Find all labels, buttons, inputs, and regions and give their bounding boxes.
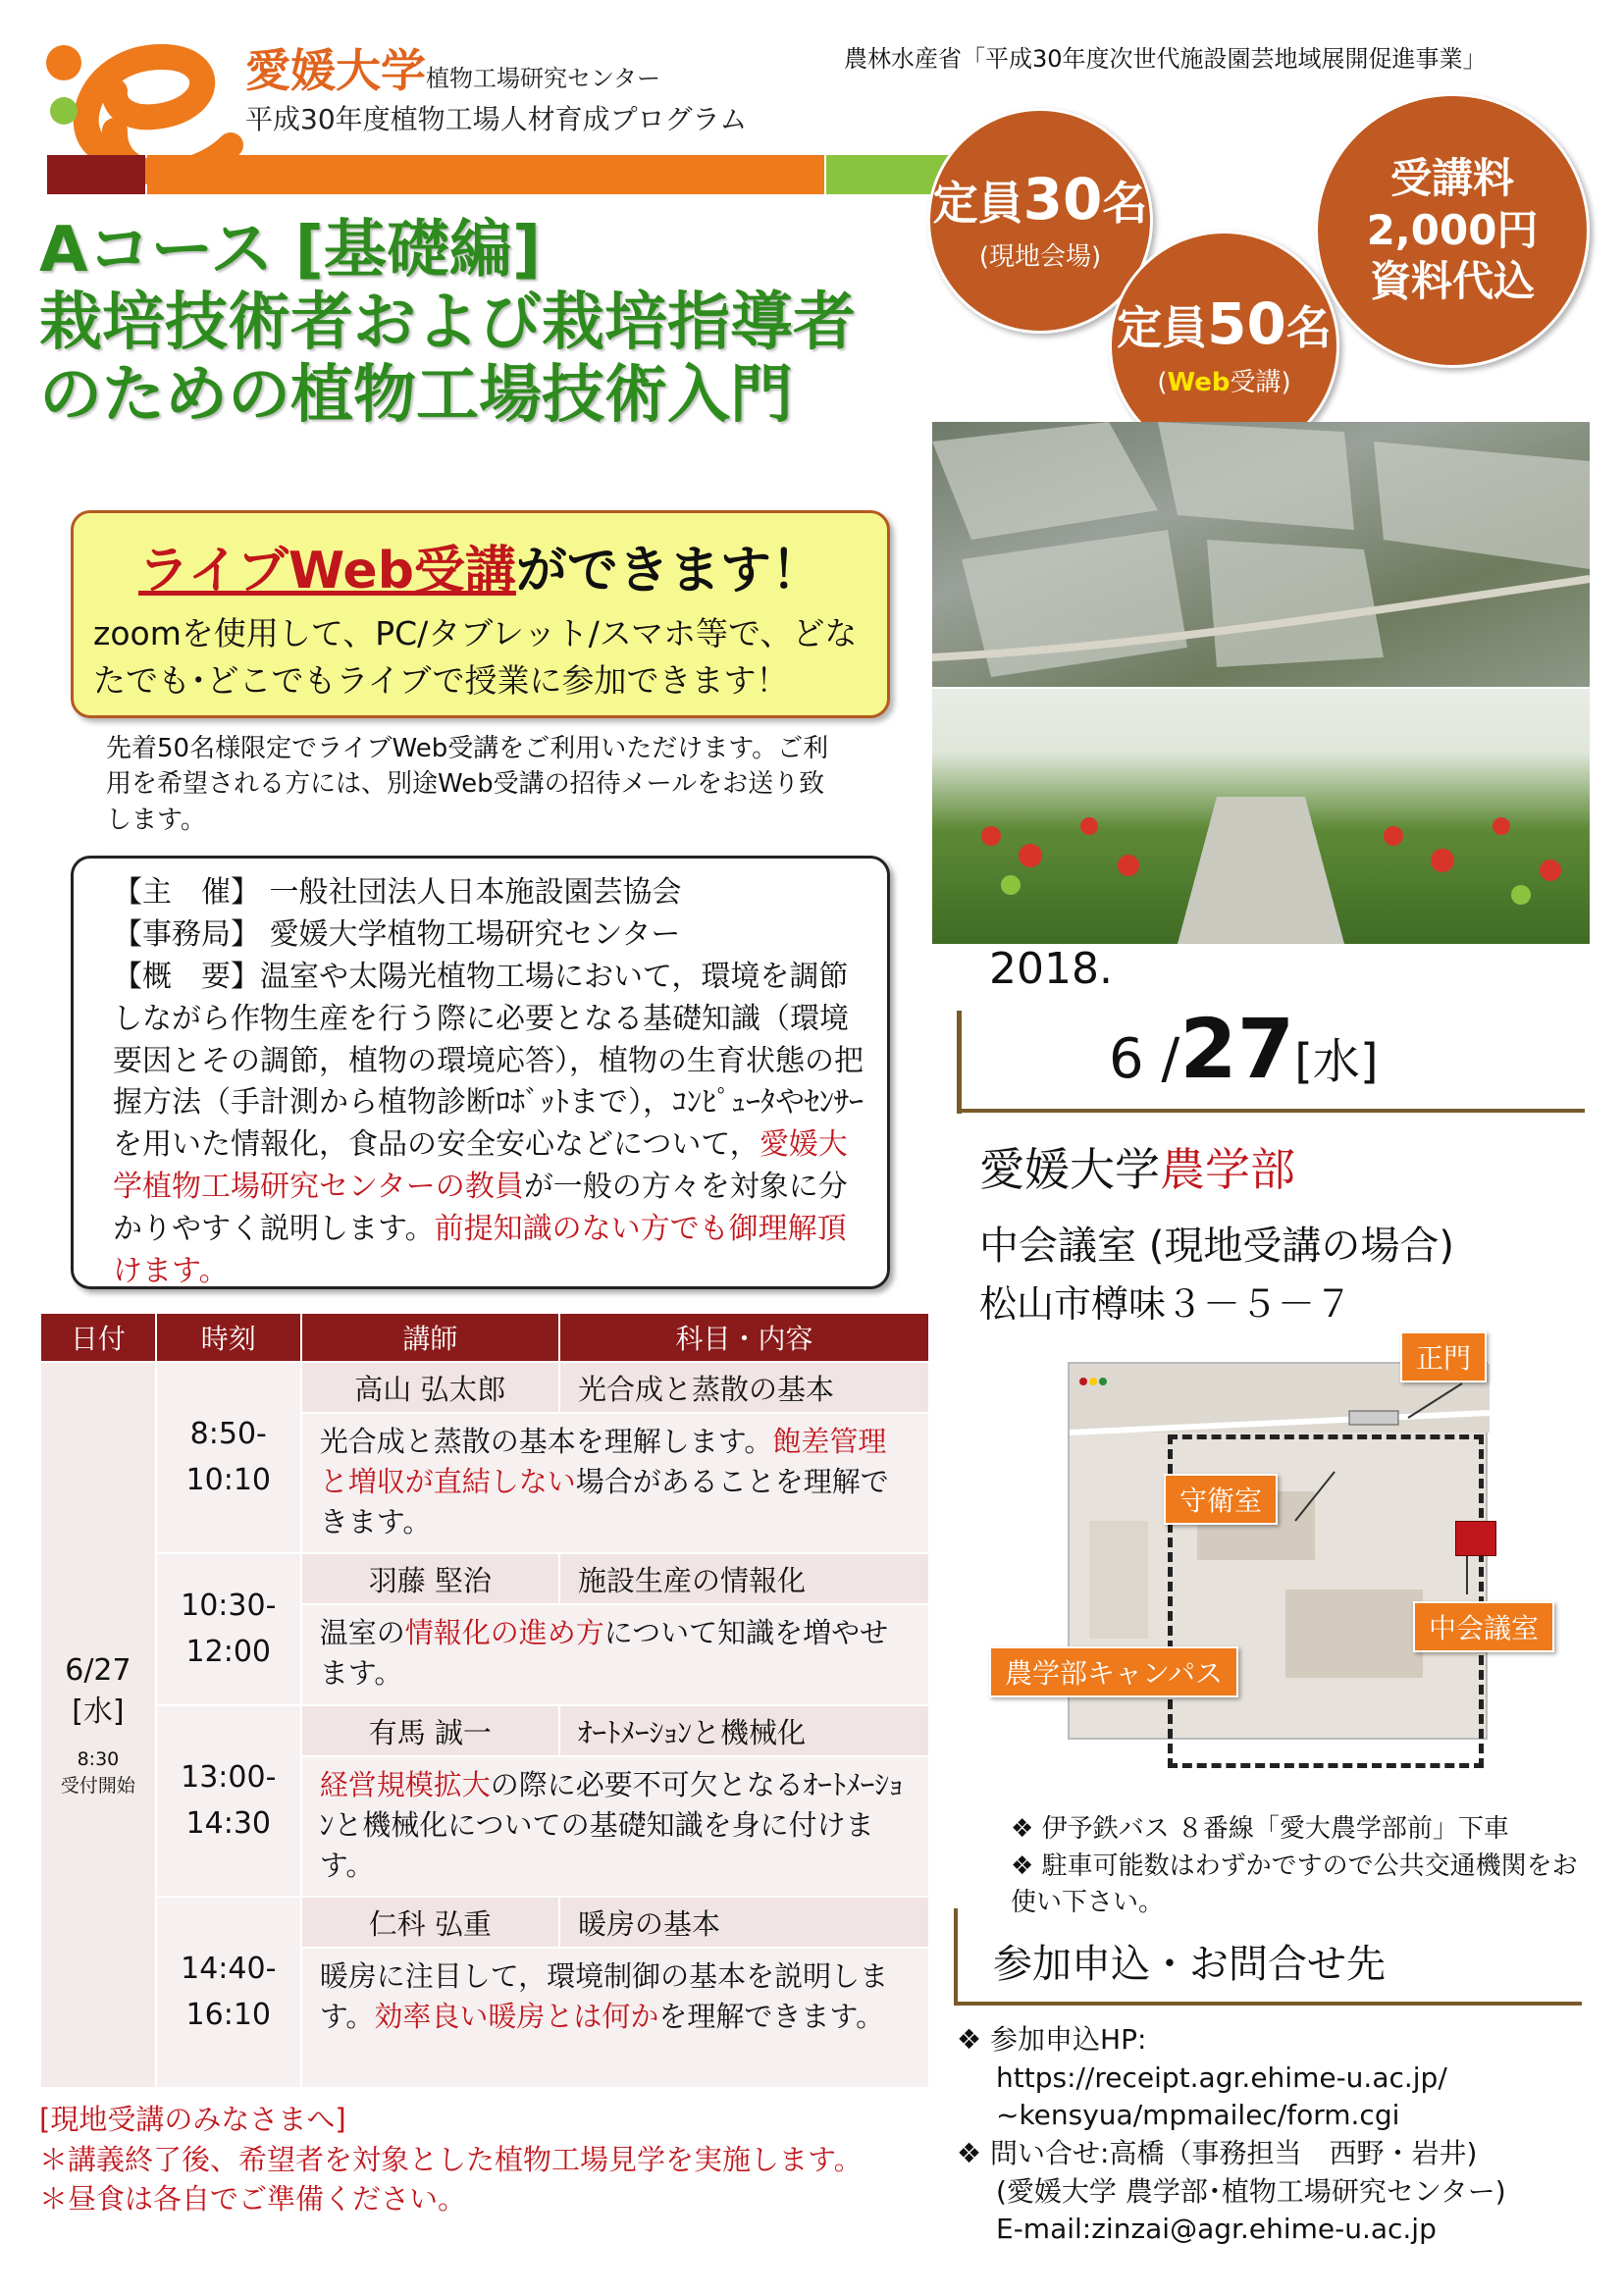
- schedule-date: 6/27 [水] 8:30 受付開始: [40, 1362, 156, 2088]
- greenhouse-aerial-photo: [932, 422, 1590, 687]
- university-name: 愛媛大学植物工場研究センター: [245, 44, 661, 97]
- session-time: 14:40- 16:10: [156, 1897, 301, 2088]
- fee-badge: 受講料 2,000円 資料代込: [1315, 93, 1590, 368]
- access-parking: ❖ 駐車可能数はわずかですので公共交通機関をお使い下さい。: [1011, 1851, 1578, 1918]
- web-limit-note: 先着50名様限定でライブWeb受講をご利用いただけます。ご利用を希望される方には、別途Web受講の招待メールをお送り致します。: [106, 734, 829, 835]
- session-description: 暖房に注目して，環境制御の基本を説明します。効率良い暖房とは何かを理解できます。: [301, 1948, 929, 2088]
- notes-heading: [現地受講のみなさまへ]: [39, 2103, 346, 2136]
- col-time: 時刻: [156, 1313, 301, 1362]
- venue-name: 愛媛大学農学部: [979, 1143, 1295, 1196]
- col-subject: 科目・内容: [559, 1313, 929, 1362]
- map-label-guard-room: 守衛室: [1164, 1474, 1278, 1525]
- col-date: 日付: [40, 1313, 156, 1362]
- onsite-notes: [39, 2100, 863, 2219]
- subject: 施設生産の情報化: [559, 1553, 929, 1604]
- hp-label: ❖ 参加申込HP:: [957, 2023, 1147, 2056]
- header-bar-orange: [147, 155, 824, 194]
- onsite-capacity-badge: 定員30名 (現地会場): [927, 108, 1153, 334]
- organization: (愛媛大学 農学部･植物工場研究センター): [996, 2174, 1506, 2208]
- program-name: 平成30年度植物工場人材育成プログラム: [245, 103, 748, 135]
- schedule-table: [39, 1312, 930, 2089]
- divider: [957, 1011, 962, 1114]
- note-lunch: ＊昼食は各自でご準備ください。: [39, 2182, 467, 2216]
- subject: ｵｰﾄﾒｰｼｮﾝと機械化: [559, 1705, 929, 1756]
- lecturer: 高山 弘太郎: [301, 1362, 559, 1413]
- session-description: 経営規模拡大の際に必要不可欠となるｵｰﾄﾒｰｼｮﾝと機械化についての基礎知識を身に付けます。: [301, 1756, 929, 1897]
- subject: 暖房の基本: [559, 1897, 929, 1948]
- table-row: [40, 1897, 929, 1948]
- web-capacity-badge: 定員50名 (Web受講): [1109, 231, 1339, 461]
- table-row: [40, 1553, 929, 1604]
- contact-heading: 参加申込・お問合せ先: [993, 1942, 1386, 1987]
- access-bus: ❖ 伊予鉄バス ８番線「愛大農学部前」下車: [1011, 1814, 1509, 1844]
- live-web-notice: [71, 510, 890, 718]
- table-row: [40, 1362, 929, 1413]
- event-year: 2018.: [989, 944, 1113, 994]
- lecturer: 羽藤 堅治: [301, 1553, 559, 1604]
- live-web-heading: ライブWeb受講ができます！: [138, 542, 822, 600]
- table-row: [40, 1705, 929, 1756]
- table-header-row: [40, 1313, 929, 1362]
- divider: [957, 1109, 1585, 1113]
- col-lecturer: 講師: [301, 1313, 559, 1362]
- divider: [954, 1908, 958, 2002]
- session-description: 光合成と蒸散の基本を理解します。飽差管理と増収が直結しない場合があることを理解できます。: [301, 1413, 929, 1553]
- event-info-box: [71, 856, 890, 1289]
- map-label-campus: 農学部キャンパス: [989, 1646, 1238, 1697]
- access-info: [1011, 1811, 1599, 1922]
- lecturer: 仁科 弘重: [301, 1897, 559, 1948]
- summary: 【概 要】温室や太陽光植物工場において，環境を調節しながら作物生産を行う際に必要となる基礎知識（環境要因とその調節，植物の環境応答），植物の生育状態の把握方法（手計測から植物診断ﾛﾎﾞｯﾄまで），ｺﾝﾋﾟｭｰﾀやｾﾝｻｰを用いた情報化，食品の安全安心などについて，愛媛大学植物工場研究センターの教員が一般の方々を対象に分かりやすく説明します。前提知識のない方でも御理解頂けます。: [113, 959, 864, 1289]
- tomato-greenhouse-photo: [932, 689, 1590, 944]
- meeting-room-marker: [1455, 1521, 1496, 1556]
- map-label-meeting-room: 中会議室: [1413, 1601, 1554, 1652]
- session-description: 温室の情報化の進め方について知識を増やせます。: [301, 1604, 929, 1705]
- office: 【事務局】 愛媛大学植物工場研究センター: [113, 916, 681, 952]
- inquiry: ❖ 問い合せ:高橋（事務担当 西野・岩井): [957, 2136, 1478, 2169]
- divider: [954, 2002, 1582, 2006]
- contact-email[interactable]: E-mail:zinzai@agr.ehime-u.ac.jp: [996, 2213, 1437, 2246]
- lecturer: 有馬 誠一: [301, 1705, 559, 1756]
- map-label-main-gate: 正門: [1400, 1331, 1487, 1382]
- venue-address: 松山市樽味３－５－７: [979, 1282, 1353, 1326]
- venue-room: 中会議室 (現地受講の場合): [979, 1224, 1454, 1269]
- header-bar-red: [47, 155, 145, 194]
- contact-info: [957, 2021, 1604, 2249]
- session-time: 8:50- 10:10: [156, 1362, 301, 1553]
- subject: 光合成と蒸散の基本: [559, 1362, 929, 1413]
- note-tour: ＊講義終了後、希望者を対象とした植物工場見学を実施します。: [39, 2142, 863, 2176]
- course-title: Aコース [基礎編] 栽培技術者および栽培指導者 のための植物工場技術入門: [39, 214, 856, 433]
- registration-url[interactable]: https://receipt.agr.ehime-u.ac.jp/ ~kensyua/mpmailec/form.cgi: [996, 2060, 1447, 2132]
- live-web-description: zoomを使用して、PC/タブレット/スマホ等で、どなたでも･どこでもライブで授業に参加できます！: [93, 614, 858, 700]
- host: 【主 催】 一般社団法人日本施設園芸協会: [113, 875, 682, 910]
- session-time: 13:00- 14:30: [156, 1705, 301, 1897]
- event-date: 6 /27[水]: [1109, 1001, 1379, 1097]
- session-time: 10:30- 12:00: [156, 1553, 301, 1705]
- ministry-project: 農林水産省「平成30年度次世代施設園芸地域展開促進事業」: [844, 45, 1487, 73]
